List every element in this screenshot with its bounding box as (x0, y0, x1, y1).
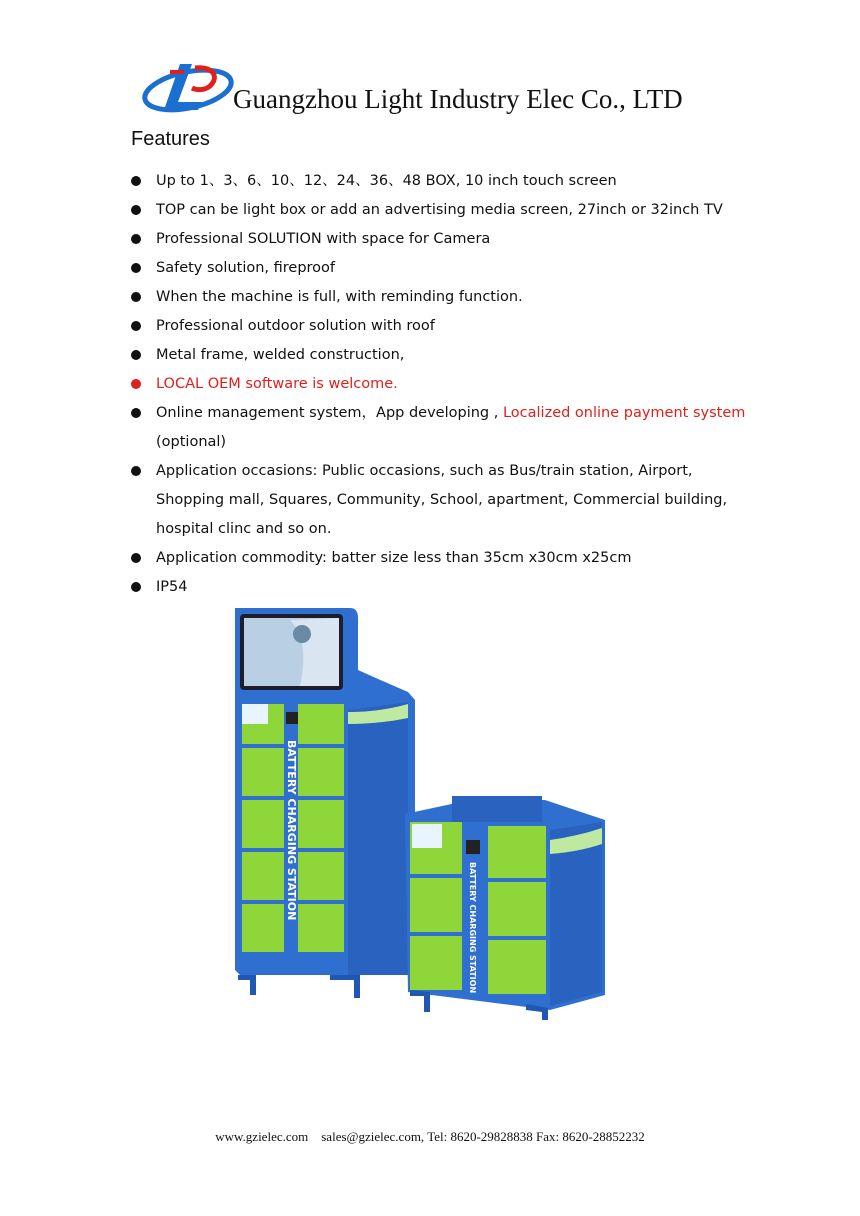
bullet-icon (131, 466, 141, 476)
bullet-icon (131, 350, 141, 360)
list-item: Professional outdoor solution with roof (131, 312, 751, 341)
short-locker (405, 796, 605, 1020)
highlight-text: Localized online payment system (502, 405, 746, 421)
list-item: Online management system，App developing , Localized online payment system (optional) (131, 399, 751, 457)
footer (0, 1129, 860, 1145)
list-item: Professional SOLUTION with space for Camera (131, 225, 751, 254)
short-locker-label: BATTERY CHARGING STATION (468, 862, 477, 994)
list-item: Metal frame, welded construction, (131, 341, 751, 370)
footer-website: www.gzielec.com (215, 1129, 309, 1144)
bullet-icon (131, 292, 141, 302)
features-title: Features (131, 128, 210, 150)
list-item: Application occasions: Public occasions, such as Bus/train station, Airport, Shopping mall, Squares, Community, School, apartment, Commercial building, hospital clinc and so on. (131, 457, 751, 544)
gl-logo-icon (140, 58, 235, 116)
bullet-icon (131, 379, 141, 389)
list-item: Up to 1、3、6、10、12、24、36、48 BOX, 10 inch touch screen (131, 167, 751, 196)
bullet-icon (131, 205, 141, 215)
tall-locker-label: BATTERY CHARGING STATION (285, 740, 298, 921)
bullet-icon (131, 176, 141, 186)
list-item: Safety solution, fireproof (131, 254, 751, 283)
bullet-icon (131, 263, 141, 273)
product-image (230, 600, 620, 1020)
list-item: IP54 (131, 573, 751, 602)
bullet-icon (131, 321, 141, 331)
bullet-icon (131, 582, 141, 592)
list-item: TOP can be light box or add an advertising media screen, 27inch or 32inch TV (131, 196, 751, 225)
list-item: When the machine is full, with reminding function. (131, 283, 751, 312)
features-list (131, 167, 751, 602)
bullet-icon (131, 408, 141, 418)
footer-contact: sales@gzielec.com, Tel: 8620-29828838 Fax: 8620-28852232 (321, 1129, 645, 1144)
company-name: Guangzhou Light Industry Elec Co., LTD (233, 84, 683, 114)
bullet-icon (131, 234, 141, 244)
list-item: Application commodity: batter size less than 35cm x30cm x25cm (131, 544, 751, 573)
list-item: LOCAL OEM software is welcome. (131, 370, 751, 399)
bullet-icon (131, 553, 141, 563)
tall-locker (235, 608, 415, 998)
header (140, 58, 760, 118)
